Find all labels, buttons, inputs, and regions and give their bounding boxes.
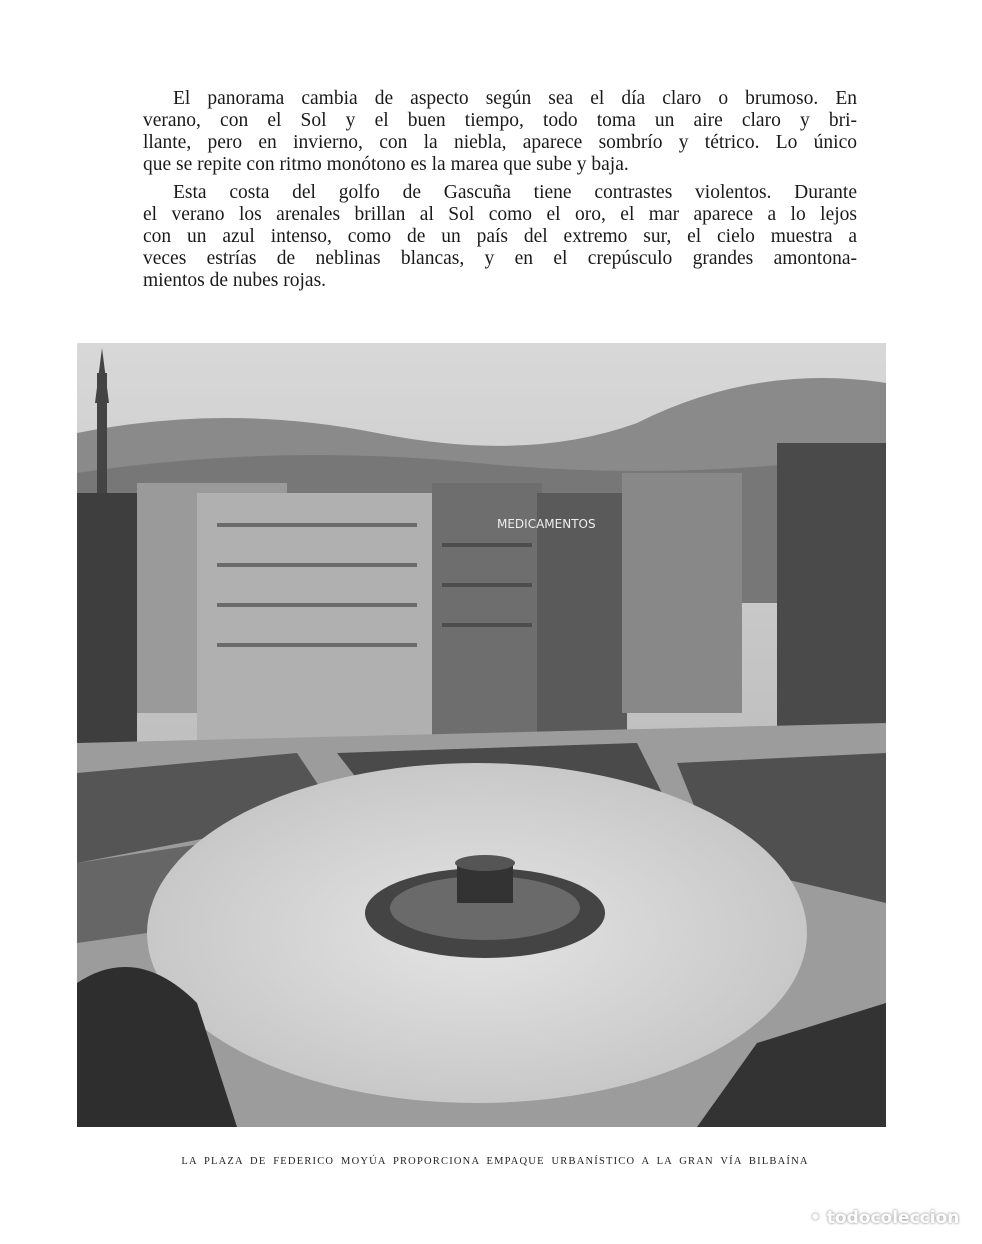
shop-sign: MEDICAMENTOS: [497, 517, 596, 531]
text-line: que se repite con ritmo monótono es la marea que sube y baja.: [143, 154, 629, 175]
plaza-photograph: [77, 343, 886, 1127]
text-line: Esta costa del golfo de Gascuña tiene contrastes violentos. Durante: [173, 182, 857, 203]
text-line: El panorama cambia de aspecto según sea el día claro o brumoso. En: [173, 88, 857, 109]
text-line: veces estrías de neblinas blancas, y en el crepúsculo grandes amontona-: [143, 248, 857, 269]
photo-caption: LA PLAZA DE FEDERICO MOYÚA PROPORCIONA EMPAQUE URBANÍSTICO A LA GRAN VÍA BILBAÍNA: [181, 1156, 809, 1167]
body-text: [143, 88, 857, 298]
watermark-logo: • todocoleccion: [810, 1208, 960, 1228]
paragraph-1: [143, 88, 857, 176]
text-line: el verano los arenales brillan al Sol como el oro, el mar aparece a lo lejos: [143, 204, 857, 225]
paragraph-2: [143, 182, 857, 292]
photo-illustration: [77, 343, 886, 1127]
text-line: mientos de nubes rojas.: [143, 270, 327, 291]
text-line: con un azul intenso, como de un país del extremo sur, el cielo muestra a: [143, 226, 857, 247]
watermark-text: todocoleccion: [826, 1208, 960, 1228]
text-line: verano, con el Sol y el buen tiempo, todo toma un aire claro y bri-: [143, 110, 857, 131]
text-line: llante, pero en invierno, con la niebla, aparece sombrío y tétrico. Lo único: [143, 132, 857, 153]
